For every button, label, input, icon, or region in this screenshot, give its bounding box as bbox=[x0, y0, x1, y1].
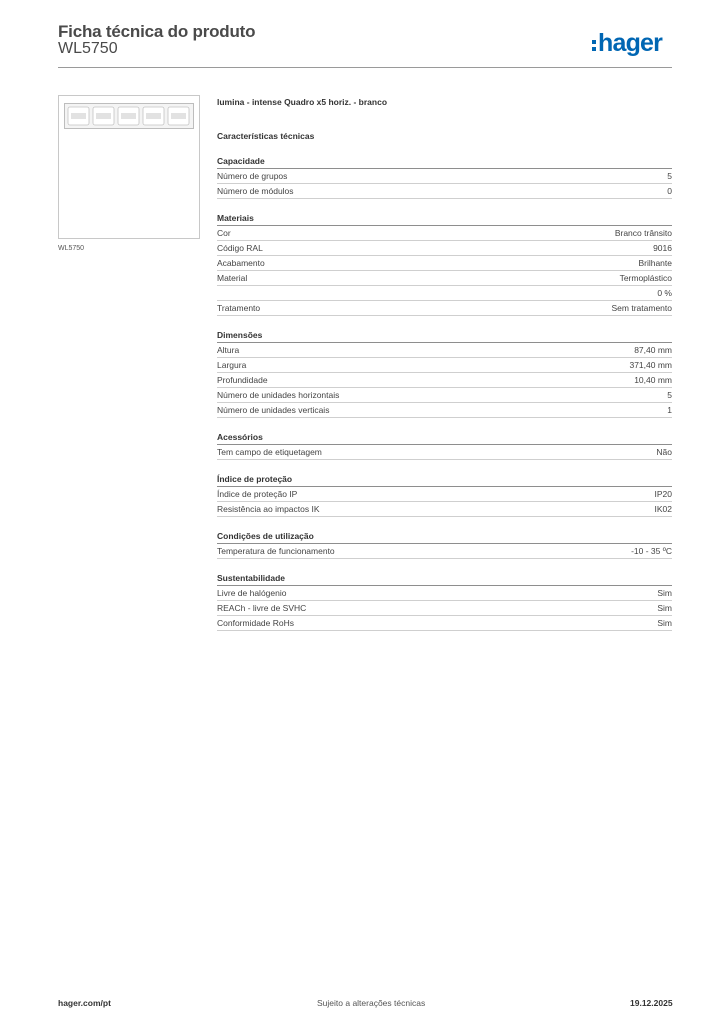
spec-row bbox=[217, 373, 672, 388]
section-title: Condições de utilização bbox=[217, 530, 672, 544]
spec-value: 10,40 mm bbox=[634, 375, 672, 385]
spec-row bbox=[217, 241, 672, 256]
section-title: Sustentabilidade bbox=[217, 572, 672, 586]
spec-row bbox=[217, 403, 672, 418]
section-title: Materiais bbox=[217, 212, 672, 226]
spec-value: Sim bbox=[657, 603, 672, 613]
spec-label: Tratamento bbox=[217, 303, 261, 313]
spec-row bbox=[217, 388, 672, 403]
spec-value: 0 bbox=[667, 186, 672, 196]
spec-value: IP20 bbox=[654, 489, 672, 499]
spec-label: Temperatura de funcionamento bbox=[217, 546, 335, 556]
hager-logo bbox=[592, 28, 662, 58]
spec-sections bbox=[217, 155, 672, 631]
spec-label: Código RAL bbox=[217, 243, 263, 253]
section-title: Índice de proteção bbox=[217, 473, 672, 487]
spec-label: Material bbox=[217, 273, 248, 283]
page-title: Ficha técnica do produto bbox=[58, 22, 256, 41]
spec-row bbox=[217, 544, 672, 559]
spec-value: -10 - 35 ºC bbox=[631, 546, 672, 556]
section-title: Capacidade bbox=[217, 155, 672, 169]
spec-label: Largura bbox=[217, 360, 247, 370]
spec-row bbox=[217, 502, 672, 517]
section-title: Acessórios bbox=[217, 431, 672, 445]
image-caption: WL5750 bbox=[58, 245, 85, 252]
spec-label: Livre de halógenio bbox=[217, 588, 287, 598]
footer-notice: Sujeito a alterações técnicas bbox=[317, 998, 426, 1008]
spec-label: Cor bbox=[217, 228, 231, 238]
product-description: lumina - intense Quadro x5 horiz. - branco bbox=[217, 97, 388, 107]
spec-row bbox=[217, 358, 672, 373]
spec-row bbox=[217, 226, 672, 241]
spec-label: Tem campo de etiquetagem bbox=[217, 447, 322, 457]
spec-content bbox=[217, 96, 672, 631]
spec-label: REACh - livre de SVHC bbox=[217, 603, 307, 613]
spec-row bbox=[217, 271, 672, 286]
section-title: Dimensões bbox=[217, 329, 672, 343]
spec-row bbox=[217, 586, 672, 601]
spec-label: Número de unidades verticais bbox=[217, 405, 330, 415]
spec-value: Termoplástico bbox=[619, 273, 672, 283]
logo-dots-icon bbox=[592, 40, 596, 51]
spec-row bbox=[217, 184, 672, 199]
spec-row bbox=[217, 256, 672, 271]
spec-label: Altura bbox=[217, 345, 240, 355]
spec-label: Número de unidades horizontais bbox=[217, 390, 340, 400]
spec-value: Brilhante bbox=[638, 258, 672, 268]
header-divider bbox=[58, 67, 672, 68]
spec-label: Número de grupos bbox=[217, 171, 288, 181]
spec-label: Profundidade bbox=[217, 375, 268, 385]
spec-label: Índice de proteção IP bbox=[217, 489, 298, 499]
logo-text: hager bbox=[598, 28, 663, 57]
footer-date: 19.12.2025 bbox=[630, 998, 673, 1008]
spec-value: 9016 bbox=[653, 243, 672, 253]
spec-row bbox=[217, 445, 672, 460]
spec-row bbox=[217, 301, 672, 316]
spec-label: Acabamento bbox=[217, 258, 265, 268]
spec-row bbox=[217, 343, 672, 358]
spec-value: 5 bbox=[667, 171, 672, 181]
spec-value: 87,40 mm bbox=[634, 345, 672, 355]
spec-row bbox=[217, 286, 672, 301]
footer-website: hager.com/pt bbox=[58, 998, 111, 1008]
spec-value: IK02 bbox=[654, 504, 672, 514]
product-image bbox=[58, 95, 200, 239]
spec-value: Sim bbox=[657, 618, 672, 628]
spec-row bbox=[217, 616, 672, 631]
spec-value: Sim bbox=[657, 588, 672, 598]
spec-value: 0 % bbox=[657, 288, 672, 298]
spec-label: Resistência ao impactos IK bbox=[217, 504, 320, 514]
product-code: WL5750 bbox=[58, 40, 118, 57]
spec-label: Número de módulos bbox=[217, 186, 294, 196]
frame-x5-icon bbox=[64, 103, 194, 129]
spec-row bbox=[217, 601, 672, 616]
spec-value: Não bbox=[656, 447, 672, 457]
tech-characteristics-title: Características técnicas bbox=[217, 131, 315, 141]
spec-value: 1 bbox=[667, 405, 672, 415]
spec-value: 5 bbox=[667, 390, 672, 400]
spec-value: 371,40 mm bbox=[629, 360, 672, 370]
spec-row bbox=[217, 169, 672, 184]
spec-value: Sem tratamento bbox=[611, 303, 672, 313]
spec-row bbox=[217, 487, 672, 502]
spec-value: Branco trânsito bbox=[614, 228, 672, 238]
spec-label: Conformidade RoHs bbox=[217, 618, 295, 628]
